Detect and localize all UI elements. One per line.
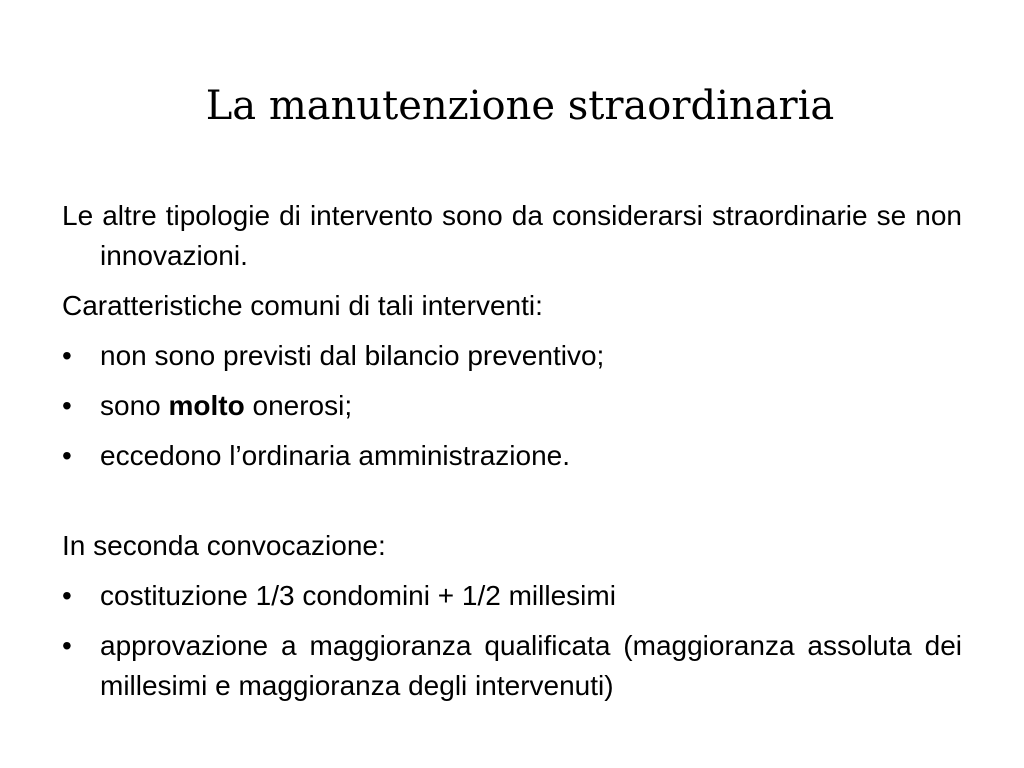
bullet-icon: • [62, 390, 72, 421]
list-item-text: non sono previsti dal bilancio preventivo; [100, 340, 605, 371]
intro-paragraph: Le altre tipologie di intervento sono da considerarsi straordinarie se non innovazioni. [62, 200, 962, 271]
bullet-icon: • [62, 580, 72, 611]
second-call-heading: In seconda convocazione: [62, 530, 386, 561]
list-item [62, 386, 962, 426]
list-item-text: costituzione 1/3 condomini + 1/2 millesimi [100, 580, 616, 611]
list-item-emphasis: molto [168, 390, 245, 421]
bullet-icon: • [62, 630, 72, 661]
characteristics-heading: Caratteristiche comuni di tali interventi: [62, 290, 543, 321]
list-item [62, 336, 962, 376]
list-item-text: approvazione a maggioranza qualificata (maggioranza assoluta dei millesimi e maggioranza degli intervenuti) [100, 630, 962, 701]
slide-title: La manutenzione straordinaria [205, 83, 835, 129]
slide-body [62, 196, 962, 716]
bullet-icon: • [62, 440, 72, 471]
list-item [62, 436, 962, 476]
list-item-text-before: sono [100, 390, 169, 421]
list-item [62, 626, 962, 706]
list-item [62, 576, 962, 616]
bullet-icon: • [62, 340, 72, 371]
list-item-text: eccedono l’ordinaria amministrazione. [100, 440, 571, 471]
list-item-text-after: onerosi; [244, 390, 353, 421]
spacer [62, 486, 962, 526]
